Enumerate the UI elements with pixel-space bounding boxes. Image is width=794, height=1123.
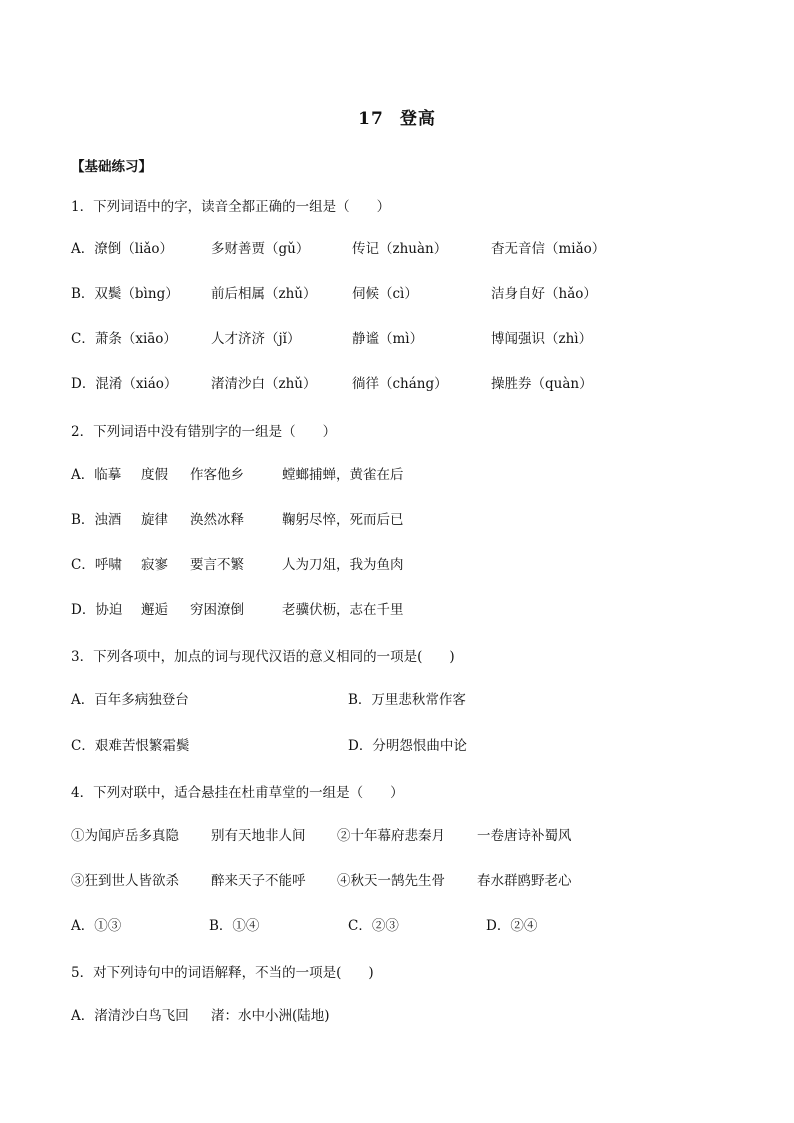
option-cell: B．双鬓（bìng） <box>71 286 179 302</box>
couplet-cell: 春水群鸥野老心 <box>477 873 572 889</box>
couplet-cell: ③狂到世人皆欲杀 <box>71 873 179 889</box>
option-cell: A．百年多病独登台 <box>71 692 189 708</box>
option-cell: 鞠躬尽悴，死而后已 <box>282 512 404 528</box>
option-cell: C．②③ <box>348 918 399 934</box>
option-cell: 杳无音信（miǎo） <box>491 241 606 257</box>
question-1-stem: 1．下列词语中的字，读音全都正确的一组是（ ） <box>71 199 391 215</box>
option-cell: C．呼啸 <box>71 557 122 573</box>
option-cell: A．潦倒（liǎo） <box>71 241 174 257</box>
option-cell: A．①③ <box>71 918 122 934</box>
option-cell: D．协迫 <box>71 602 123 618</box>
option-cell: 渚清沙白（zhǔ） <box>211 376 317 392</box>
option-cell: 要言不繁 <box>190 557 244 573</box>
question-2-stem: 2．下列词语中没有错别字的一组是（ ） <box>71 424 337 440</box>
option-cell: 洁身自好（hǎo） <box>491 286 597 302</box>
option-cell: 渚：水中小洲(陆地) <box>211 1008 330 1024</box>
option-cell: C．萧条（xiāo） <box>71 331 177 347</box>
couplet-cell: ①为闻庐岳多真隐 <box>71 828 179 844</box>
option-cell: D．②④ <box>486 918 538 934</box>
option-cell: 博闻强识（zhì） <box>491 331 593 347</box>
option-cell: 伺候（cì） <box>352 286 418 302</box>
option-cell: 邂逅 <box>141 602 168 618</box>
option-cell: 操胜券（quàn） <box>491 376 593 392</box>
couplet-cell: 醉来天子不能呼 <box>211 873 306 889</box>
option-cell: 人为刀俎，我为鱼肉 <box>282 557 404 573</box>
option-cell: 前后相属（zhǔ） <box>211 286 317 302</box>
option-cell: 作客他乡 <box>190 467 244 483</box>
option-cell: B．①④ <box>209 918 260 934</box>
option-cell: 老骥伏枥，志在千里 <box>282 602 404 618</box>
option-cell: 涣然冰释 <box>190 512 244 528</box>
question-3-stem: 3．下列各项中，加点的词与现代汉语的意义相同的一项是( ) <box>71 649 455 665</box>
option-cell: 多财善贾（gǔ） <box>211 241 310 257</box>
couplet-cell: ④秋天一鹄先生骨 <box>337 873 445 889</box>
option-cell: 度假 <box>141 467 168 483</box>
couplet-cell: 别有天地非人间 <box>211 828 306 844</box>
option-cell: 人才济济（jǐ） <box>211 331 301 347</box>
page-title <box>0 104 794 129</box>
option-cell: D．混淆（xiáo） <box>71 376 178 392</box>
option-cell: B．浊酒 <box>71 512 122 528</box>
couplet-cell: ②十年幕府悲秦月 <box>337 828 445 844</box>
option-cell: 寂寥 <box>141 557 168 573</box>
option-cell: 穷困潦倒 <box>190 602 244 618</box>
option-cell: A．临摹 <box>71 467 122 483</box>
couplet-cell: 一卷唐诗补蜀风 <box>477 828 572 844</box>
option-cell: 旋律 <box>141 512 168 528</box>
option-cell: 螳螂捕蝉，黄雀在后 <box>282 467 404 483</box>
section-heading: 【基础练习】 <box>71 159 152 175</box>
option-cell: B．万里悲秋常作客 <box>348 692 466 708</box>
option-cell: 徜徉（cháng） <box>352 376 448 392</box>
option-cell: D．分明怨恨曲中论 <box>348 738 467 754</box>
question-5-stem: 5．对下列诗句中的词语解释，不当的一项是( ) <box>71 965 374 981</box>
option-cell: 传记（zhuàn） <box>352 241 448 257</box>
question-4-stem: 4．下列对联中，适合悬挂在杜甫草堂的一组是（ ） <box>71 785 404 801</box>
lesson-number: 17 <box>358 109 384 129</box>
option-cell: A．渚清沙白鸟飞回 <box>71 1008 189 1024</box>
option-cell: C．艰难苦恨繁霜鬓 <box>71 738 190 754</box>
lesson-title: 登高 <box>399 109 436 129</box>
option-cell: 静谧（mì） <box>352 331 424 347</box>
